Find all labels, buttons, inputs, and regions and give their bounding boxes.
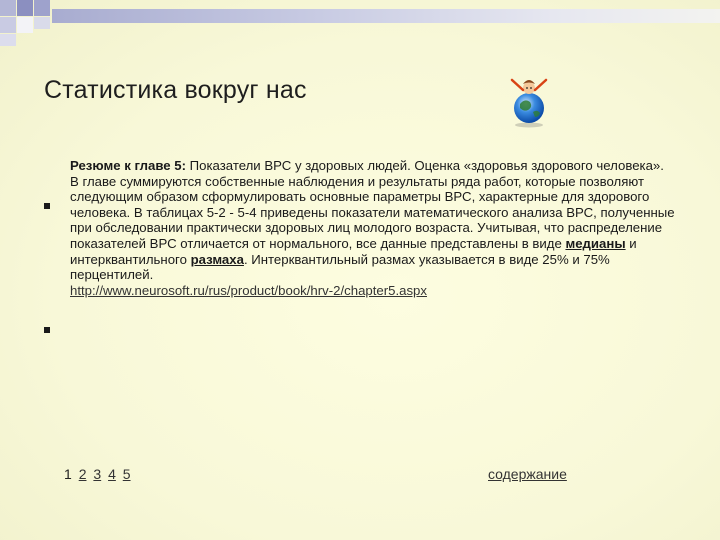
summary-line xyxy=(70,158,682,174)
bullet-marker xyxy=(44,203,50,209)
term-median: медианы xyxy=(565,235,626,251)
page-3-link[interactable]: 3 xyxy=(93,466,102,482)
decorative-squares xyxy=(0,0,720,48)
globe-mascot-icon xyxy=(506,74,552,128)
page-4-link[interactable]: 4 xyxy=(108,466,116,482)
source-link[interactable]: http://www.neurosoft.ru/rus/product/book/hrv-2/chapter5.aspx xyxy=(70,282,427,298)
page-title: Статистика вокруг нас xyxy=(44,76,307,104)
paragraph-text: . Интерквантильный размах указывается в виде 25% и 75% перцентилей. xyxy=(70,251,610,283)
toc-link[interactable]: содержание xyxy=(488,466,567,482)
summary-text: Показатели ВРС у здоровых людей. Оценка «здоровья здорового человека». xyxy=(186,158,664,173)
term-range: размаха xyxy=(190,251,244,267)
paragraph-text: и интерквантильного xyxy=(70,235,637,267)
slide-content xyxy=(70,158,682,298)
page-1: 1 xyxy=(64,466,72,482)
page-navigation xyxy=(64,466,134,482)
paragraph-text: В главе суммируются собственные наблюдения и результаты ряда работ, которые позволяют следующим образом сформулировать основные параметры ВРС, характерные для здорового человека. В таблицах 5-2 - 5-4 приведены показатели математического анализа ВРС, полученные при обследовании практически здоровых лиц молодого возраста. Учитывая, что распределение показателей ВРС отличается от нормального, все данные представлены в виде xyxy=(70,173,675,251)
bullet-marker xyxy=(44,327,50,333)
chapter-paragraph xyxy=(70,174,682,283)
summary-label: Резюме к главе 5: xyxy=(70,158,186,173)
page-5-link[interactable]: 5 xyxy=(122,466,131,482)
page-2-link[interactable]: 2 xyxy=(78,466,87,482)
